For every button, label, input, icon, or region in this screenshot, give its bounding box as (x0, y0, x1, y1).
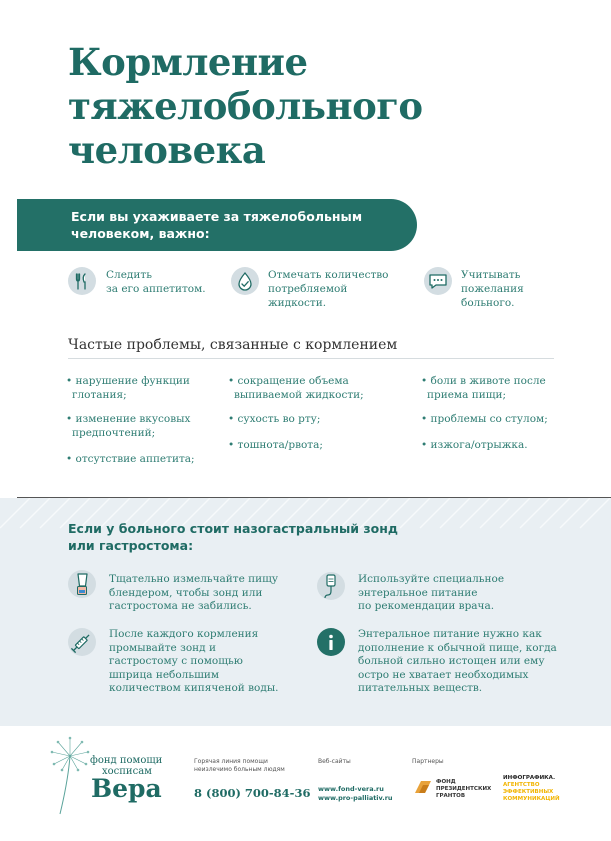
fork-knife-icon (68, 267, 96, 295)
list-item: • изжога/отрыжка. (421, 439, 528, 451)
list-item: • проблемы со стулом; (421, 413, 548, 425)
hotline-phone[interactable]: 8 (800) 700-84-36 (194, 786, 311, 800)
tube-item-text: Используйте специальное энтеральное питание по рекомендации врача. (358, 573, 505, 612)
tube-item-text: После каждого кормления промывайте зонд и гастростому с помощью шприца небольшим количеством кипяченой воды. (109, 628, 279, 694)
list-item: • сухость во рту; (228, 413, 321, 425)
section-divider (68, 358, 554, 359)
water-drop-icon (231, 267, 259, 295)
tube-item-text: Тщательно измельчайте пищу блендером, чтобы зонд или гастростома не забились. (109, 573, 279, 612)
title-line: Кормление (68, 40, 308, 84)
title-line: человека (68, 128, 266, 172)
info-icon (317, 628, 345, 656)
page-title (68, 40, 548, 172)
list-item: • сокращение объема выпиваемой жидкости; (228, 375, 364, 401)
list-item: • изменение вкусовых предпочтений; (66, 413, 191, 439)
websites-label: Веб-сайты (318, 758, 351, 765)
footer (0, 726, 611, 841)
tip-text: Следить за его аппетитом. (106, 269, 206, 295)
list-item: • тошнота/рвота; (228, 439, 323, 451)
site-link[interactable]: www.pro-palliativ.ru (318, 794, 393, 802)
syringe-icon (68, 628, 96, 656)
banner-line: Если вы ухаживаете за тяжелобольным (71, 209, 363, 224)
dandelion-logo-icon (48, 736, 92, 816)
tube-section-title: Если у больного стоит назогастральный зонд или гастростома: (68, 521, 398, 553)
tube-item-text: Энтеральное питание нужно как дополнение к обычной пище, когда больной сильно истощен или ему остро не хватает необходимых питательных веществ. (358, 628, 557, 694)
speech-bubble-icon (424, 267, 452, 295)
hotline-label: Горячая линия помощи неизлечимо больным людям (194, 758, 285, 773)
partners-label: Партнеры (412, 758, 444, 765)
list-item: • боли в животе после приема пищи; (421, 375, 546, 401)
org-label: фонд помощи хосписам (90, 755, 163, 777)
blender-icon (68, 570, 96, 598)
iv-bag-icon (317, 572, 345, 600)
org-name: Вера (91, 774, 162, 803)
grants-logo-icon (413, 779, 433, 795)
partner-infographics: ИНФОГРАФИКА. АГЕНТСТВО ЭФФЕКТИВНЫХ КОММУНИКАЦИЙ (503, 775, 560, 802)
tip-text: Отмечать количество потребляемой жидкости. (268, 269, 389, 309)
title-line: тяжелобольного (68, 84, 423, 128)
list-item: • отсутствие аппетита; (66, 453, 195, 465)
important-banner (17, 199, 417, 251)
problems-title: Частые проблемы, связанные с кормлением (68, 337, 398, 353)
site-link[interactable]: www.fond-vera.ru (318, 785, 384, 793)
tip-text: Учитывать пожелания больного. (461, 269, 524, 309)
partner-grants: ФОНД ПРЕЗИДЕНТСКИХ ГРАНТОВ (436, 779, 492, 799)
list-item: • нарушение функции глотания; (66, 375, 190, 401)
banner-line: человеком, важно: (71, 226, 210, 241)
